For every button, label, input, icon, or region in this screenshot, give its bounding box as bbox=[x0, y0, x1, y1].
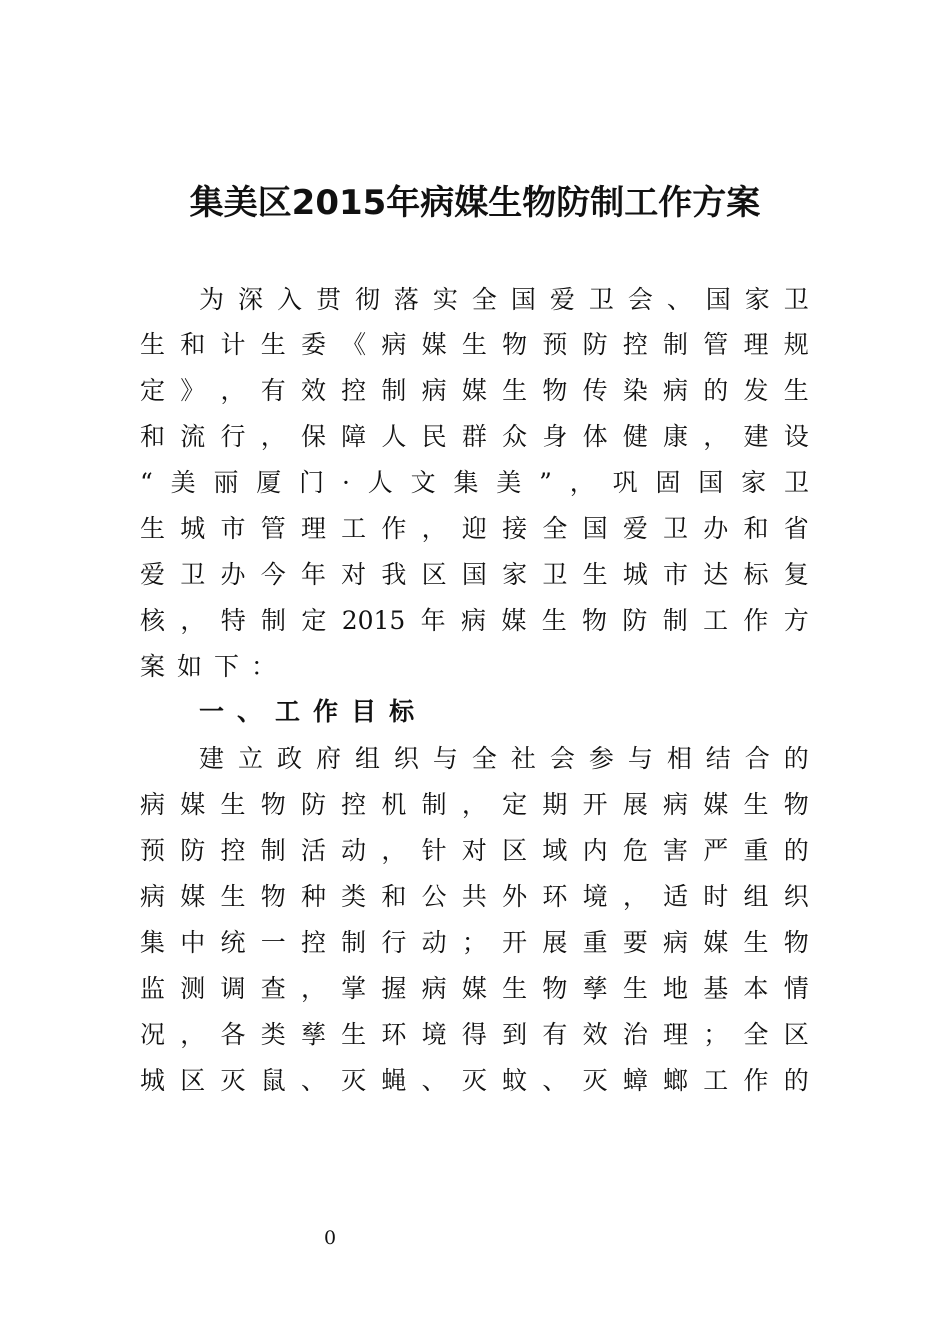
glyph: 媒 bbox=[703, 928, 729, 957]
glyph: ， bbox=[569, 468, 595, 497]
glyph: 立 bbox=[237, 744, 263, 773]
glyph: 物 bbox=[502, 330, 528, 359]
glyph: 生 bbox=[783, 376, 809, 405]
glyph: 害 bbox=[663, 836, 689, 865]
glyph: 要 bbox=[622, 928, 648, 957]
glyph: 灭 bbox=[220, 1066, 246, 1095]
glyph: 防 bbox=[582, 330, 608, 359]
glyph: 预 bbox=[140, 836, 166, 865]
intro-line bbox=[140, 647, 809, 687]
glyph: 障 bbox=[341, 422, 367, 451]
glyph: 《 bbox=[341, 330, 367, 359]
glyph: 行 bbox=[220, 422, 246, 451]
glyph: 管 bbox=[260, 514, 286, 543]
glyph: 孳 bbox=[582, 974, 608, 1003]
glyph: 工 bbox=[703, 1066, 729, 1095]
glyph: 生 bbox=[743, 928, 769, 957]
glyph: 卫 bbox=[180, 560, 206, 589]
glyph: 巩 bbox=[612, 468, 638, 497]
glyph: 物 bbox=[542, 376, 568, 405]
glyph: 和 bbox=[140, 422, 166, 451]
glyph: 本 bbox=[743, 974, 769, 1003]
glyph: 组 bbox=[354, 744, 380, 773]
glyph: 人 bbox=[367, 468, 393, 497]
glyph: 群 bbox=[461, 422, 487, 451]
glyph: 适 bbox=[663, 882, 689, 911]
glyph: ， bbox=[260, 422, 286, 451]
glyph: 管 bbox=[703, 330, 729, 359]
glyph: 的 bbox=[783, 1066, 809, 1095]
glyph: 预 bbox=[542, 330, 568, 359]
glyph: 病 bbox=[663, 376, 689, 405]
glyph: 生 bbox=[140, 514, 166, 543]
glyph: 保 bbox=[300, 422, 326, 451]
glyph: 情 bbox=[783, 974, 809, 1003]
glyph: 病 bbox=[461, 606, 487, 635]
glyph: 病 bbox=[381, 330, 407, 359]
glyph: 控 bbox=[220, 836, 246, 865]
glyph: 种 bbox=[300, 882, 326, 911]
glyph: 、 bbox=[421, 1066, 447, 1095]
glyph: 体 bbox=[582, 422, 608, 451]
glyph: 健 bbox=[622, 422, 648, 451]
glyph: 爱 bbox=[140, 560, 166, 589]
glyph: 境 bbox=[582, 882, 608, 911]
glyph: 媒 bbox=[461, 376, 487, 405]
glyph: 美 bbox=[170, 468, 196, 497]
intro-line bbox=[140, 417, 809, 457]
glyph: 家 bbox=[741, 468, 767, 497]
glyph: 、 bbox=[237, 697, 263, 726]
glyph: 病 bbox=[140, 882, 166, 911]
glyph: 环 bbox=[381, 1020, 407, 1049]
glyph: 国 bbox=[705, 285, 731, 314]
glyph: ， bbox=[300, 974, 326, 1003]
glyph: 各 bbox=[220, 1020, 246, 1049]
glyph: 区 bbox=[421, 560, 447, 589]
glyph: 中 bbox=[180, 928, 206, 957]
glyph: 的 bbox=[703, 376, 729, 405]
glyph: 严 bbox=[703, 836, 729, 865]
glyph: 治 bbox=[622, 1020, 648, 1049]
glyph: ， bbox=[180, 1020, 206, 1049]
glyph: · bbox=[341, 468, 350, 497]
glyph: 卫 bbox=[542, 560, 568, 589]
glyph: 城 bbox=[140, 1066, 166, 1095]
glyph: 有 bbox=[542, 1020, 568, 1049]
glyph: 共 bbox=[461, 882, 487, 911]
glyph: 制 bbox=[663, 330, 689, 359]
glyph: 相 bbox=[666, 744, 692, 773]
glyph: 人 bbox=[381, 422, 407, 451]
glyph: 案 bbox=[140, 652, 166, 681]
glyph: 年 bbox=[300, 560, 326, 589]
glyph: 制 bbox=[381, 376, 407, 405]
glyph: 办 bbox=[220, 560, 246, 589]
glyph: 生 bbox=[743, 790, 769, 819]
glyph: ” bbox=[539, 468, 552, 497]
glyph: 与 bbox=[627, 744, 653, 773]
glyph: 工 bbox=[275, 697, 301, 726]
glyph: 开 bbox=[582, 790, 608, 819]
glyph: 控 bbox=[300, 928, 326, 957]
glyph: ， bbox=[381, 836, 407, 865]
glyph: 年 bbox=[420, 606, 446, 635]
glyph: 会 bbox=[627, 285, 653, 314]
glyph: 和 bbox=[743, 514, 769, 543]
glyph: 办 bbox=[703, 514, 729, 543]
glyph: 爱 bbox=[549, 285, 575, 314]
glyph: 机 bbox=[381, 790, 407, 819]
glyph: 区 bbox=[180, 1066, 206, 1095]
glyph: 集 bbox=[140, 928, 166, 957]
glyph: 全 bbox=[471, 744, 497, 773]
glyph: 控 bbox=[341, 790, 367, 819]
glyph: 生 bbox=[502, 376, 528, 405]
glyph: 卫 bbox=[663, 514, 689, 543]
glyph: 媒 bbox=[421, 330, 447, 359]
glyph: 复 bbox=[783, 560, 809, 589]
glyph: 针 bbox=[421, 836, 447, 865]
glyph: 与 bbox=[432, 744, 458, 773]
section1-line bbox=[140, 831, 809, 871]
glyph: 制 bbox=[662, 606, 688, 635]
glyph: 爱 bbox=[622, 514, 648, 543]
glyph: 生 bbox=[502, 974, 528, 1003]
glyph: 况 bbox=[140, 1020, 166, 1049]
glyph: 、 bbox=[300, 1066, 326, 1095]
glyph: 结 bbox=[705, 744, 731, 773]
glyph: 2015 bbox=[341, 606, 406, 635]
glyph: 灭 bbox=[461, 1066, 487, 1095]
glyph: 理 bbox=[300, 514, 326, 543]
glyph: 深 bbox=[237, 285, 263, 314]
glyph: 控 bbox=[341, 376, 367, 405]
glyph: 组 bbox=[743, 882, 769, 911]
glyph: 目 bbox=[351, 697, 377, 726]
glyph: 螂 bbox=[663, 1066, 689, 1095]
glyph: 行 bbox=[381, 928, 407, 957]
glyph: ， bbox=[703, 422, 729, 451]
glyph: 理 bbox=[743, 330, 769, 359]
glyph: 集 bbox=[453, 468, 479, 497]
intro-line bbox=[140, 371, 809, 411]
glyph: 作 bbox=[381, 514, 407, 543]
glyph: 生 bbox=[582, 560, 608, 589]
glyph: 动 bbox=[421, 928, 447, 957]
glyph: 鼠 bbox=[260, 1066, 286, 1095]
glyph: 方 bbox=[783, 606, 809, 635]
glyph: 的 bbox=[783, 836, 809, 865]
glyph: 工 bbox=[341, 514, 367, 543]
glyph: 区 bbox=[502, 836, 528, 865]
glyph: 国 bbox=[461, 560, 487, 589]
glyph: 生 bbox=[461, 330, 487, 359]
glyph: ， bbox=[421, 514, 447, 543]
glyph: 制 bbox=[260, 836, 286, 865]
glyph: 媒 bbox=[501, 606, 527, 635]
intro-line bbox=[140, 463, 809, 503]
glyph: 织 bbox=[783, 882, 809, 911]
glyph: 、 bbox=[542, 1066, 568, 1095]
glyph: 流 bbox=[180, 422, 206, 451]
glyph: 织 bbox=[393, 744, 419, 773]
glyph: 民 bbox=[421, 422, 447, 451]
glyph: 物 bbox=[783, 928, 809, 957]
glyph: 展 bbox=[622, 790, 648, 819]
glyph: 孳 bbox=[300, 1020, 326, 1049]
glyph: ， bbox=[622, 882, 648, 911]
glyph: 展 bbox=[542, 928, 568, 957]
glyph: 外 bbox=[502, 882, 528, 911]
glyph: 控 bbox=[622, 330, 648, 359]
glyph: 参 bbox=[588, 744, 614, 773]
section1-line bbox=[140, 969, 809, 1009]
glyph: 固 bbox=[655, 468, 681, 497]
glyph: 调 bbox=[220, 974, 246, 1003]
glyph: 一 bbox=[260, 928, 286, 957]
glyph: 丽 bbox=[213, 468, 239, 497]
section1-line bbox=[140, 1015, 809, 1055]
glyph: 建 bbox=[199, 744, 225, 773]
page-number: 0 bbox=[323, 1227, 337, 1249]
glyph: 境 bbox=[421, 1020, 447, 1049]
glyph: 贯 bbox=[315, 285, 341, 314]
section1-line bbox=[140, 923, 809, 963]
glyph: 效 bbox=[300, 376, 326, 405]
glyph: 物 bbox=[582, 606, 608, 635]
glyph: 定 bbox=[301, 606, 327, 635]
glyph: 文 bbox=[410, 468, 436, 497]
glyph: ， bbox=[461, 790, 487, 819]
glyph: 卫 bbox=[783, 468, 809, 497]
glyph: 制 bbox=[261, 606, 287, 635]
glyph: 府 bbox=[315, 744, 341, 773]
glyph: 省 bbox=[783, 514, 809, 543]
glyph: 计 bbox=[220, 330, 246, 359]
glyph: 物 bbox=[783, 790, 809, 819]
glyph: 对 bbox=[341, 560, 367, 589]
glyph: 工 bbox=[703, 606, 729, 635]
glyph: 重 bbox=[582, 928, 608, 957]
glyph: 动 bbox=[341, 836, 367, 865]
glyph: 理 bbox=[663, 1020, 689, 1049]
glyph: 有 bbox=[260, 376, 286, 405]
glyph: 类 bbox=[260, 1020, 286, 1049]
section1-line bbox=[199, 739, 809, 779]
glyph: 蝇 bbox=[381, 1066, 407, 1095]
glyph: 身 bbox=[542, 422, 568, 451]
glyph: 生 bbox=[220, 790, 246, 819]
glyph: 城 bbox=[180, 514, 206, 543]
glyph: 重 bbox=[743, 836, 769, 865]
glyph: ： bbox=[251, 652, 277, 681]
section-heading bbox=[199, 692, 427, 732]
glyph: 蚊 bbox=[502, 1066, 528, 1095]
glyph: 卫 bbox=[783, 285, 809, 314]
glyph: 迎 bbox=[461, 514, 487, 543]
glyph: 活 bbox=[300, 836, 326, 865]
glyph: 公 bbox=[421, 882, 447, 911]
glyph: 建 bbox=[743, 422, 769, 451]
glyph: 区 bbox=[783, 1020, 809, 1049]
glyph: 生 bbox=[622, 974, 648, 1003]
section1-line bbox=[140, 785, 809, 825]
glyph: 全 bbox=[743, 1020, 769, 1049]
glyph: 合 bbox=[744, 744, 770, 773]
glyph: 一 bbox=[199, 697, 225, 726]
glyph: 地 bbox=[663, 974, 689, 1003]
intro-line bbox=[140, 555, 809, 595]
glyph: 媒 bbox=[703, 790, 729, 819]
glyph: 、 bbox=[666, 285, 692, 314]
glyph: 达 bbox=[703, 560, 729, 589]
glyph: 媒 bbox=[180, 790, 206, 819]
glyph: 得 bbox=[461, 1020, 487, 1049]
glyph: 定 bbox=[502, 790, 528, 819]
intro-line bbox=[199, 280, 809, 320]
glyph: 时 bbox=[703, 882, 729, 911]
glyph: 委 bbox=[300, 330, 326, 359]
glyph: ， bbox=[220, 376, 246, 405]
glyph: 的 bbox=[783, 744, 809, 773]
glyph: 掌 bbox=[341, 974, 367, 1003]
glyph: 效 bbox=[582, 1020, 608, 1049]
glyph: 监 bbox=[140, 974, 166, 1003]
glyph: 生 bbox=[220, 882, 246, 911]
glyph: 市 bbox=[663, 560, 689, 589]
glyph: 全 bbox=[542, 514, 568, 543]
intro-line bbox=[140, 325, 809, 365]
glyph: 政 bbox=[276, 744, 302, 773]
glyph: “ bbox=[140, 468, 153, 497]
glyph: 生 bbox=[140, 330, 166, 359]
glyph: 城 bbox=[622, 560, 648, 589]
glyph: 媒 bbox=[180, 882, 206, 911]
glyph: 入 bbox=[276, 285, 302, 314]
glyph: 作 bbox=[743, 1066, 769, 1095]
glyph: 生 bbox=[541, 606, 567, 635]
glyph: 物 bbox=[260, 882, 286, 911]
glyph: 握 bbox=[381, 974, 407, 1003]
glyph: 传 bbox=[582, 376, 608, 405]
glyph: 作 bbox=[313, 697, 339, 726]
glyph: 国 bbox=[698, 468, 724, 497]
glyph: 国 bbox=[582, 514, 608, 543]
glyph: 定 bbox=[140, 376, 166, 405]
glyph: 到 bbox=[502, 1020, 528, 1049]
glyph: 和 bbox=[180, 330, 206, 359]
glyph: 物 bbox=[542, 974, 568, 1003]
glyph: 生 bbox=[341, 1020, 367, 1049]
intro-line bbox=[140, 509, 809, 549]
glyph: 众 bbox=[502, 422, 528, 451]
glyph: 美 bbox=[496, 468, 522, 497]
glyph: 防 bbox=[180, 836, 206, 865]
glyph: 门 bbox=[299, 468, 325, 497]
glyph: 市 bbox=[220, 514, 246, 543]
glyph: 防 bbox=[622, 606, 648, 635]
glyph: 域 bbox=[542, 836, 568, 865]
glyph: 染 bbox=[622, 376, 648, 405]
glyph: 物 bbox=[260, 790, 286, 819]
glyph: 会 bbox=[549, 744, 575, 773]
glyph: 如 bbox=[177, 652, 203, 681]
glyph: 灭 bbox=[582, 1066, 608, 1095]
glyph: 统 bbox=[220, 928, 246, 957]
glyph: 我 bbox=[381, 560, 407, 589]
glyph: 期 bbox=[542, 790, 568, 819]
glyph: 》 bbox=[180, 376, 206, 405]
glyph: 接 bbox=[502, 514, 528, 543]
glyph: 特 bbox=[220, 606, 246, 635]
glyph: 病 bbox=[663, 928, 689, 957]
glyph: 蟑 bbox=[622, 1066, 648, 1095]
glyph: 类 bbox=[341, 882, 367, 911]
glyph: 基 bbox=[703, 974, 729, 1003]
glyph: 制 bbox=[341, 928, 367, 957]
glyph: 核 bbox=[140, 606, 166, 635]
glyph: 彻 bbox=[354, 285, 380, 314]
glyph: 国 bbox=[510, 285, 536, 314]
glyph: 规 bbox=[783, 330, 809, 359]
glyph: 康 bbox=[663, 422, 689, 451]
glyph: 发 bbox=[743, 376, 769, 405]
glyph: 今 bbox=[260, 560, 286, 589]
glyph: 病 bbox=[140, 790, 166, 819]
glyph: 标 bbox=[389, 697, 415, 726]
document-title: 集美区2015年病媒生物防制工作方案 bbox=[189, 183, 761, 223]
glyph: ； bbox=[703, 1020, 729, 1049]
glyph: 病 bbox=[421, 974, 447, 1003]
glyph: 媒 bbox=[461, 974, 487, 1003]
glyph: 灭 bbox=[341, 1066, 367, 1095]
glyph: 查 bbox=[260, 974, 286, 1003]
glyph: 社 bbox=[510, 744, 536, 773]
glyph: 标 bbox=[743, 560, 769, 589]
glyph: 内 bbox=[582, 836, 608, 865]
glyph: 和 bbox=[381, 882, 407, 911]
glyph: 作 bbox=[743, 606, 769, 635]
glyph: 环 bbox=[542, 882, 568, 911]
section1-line bbox=[140, 1061, 809, 1101]
glyph: 测 bbox=[180, 974, 206, 1003]
glyph: 病 bbox=[663, 790, 689, 819]
glyph: 卫 bbox=[588, 285, 614, 314]
glyph: ； bbox=[461, 928, 487, 957]
glyph: 生 bbox=[260, 330, 286, 359]
glyph: 开 bbox=[502, 928, 528, 957]
glyph: 厦 bbox=[256, 468, 282, 497]
glyph: 制 bbox=[421, 790, 447, 819]
glyph: 病 bbox=[421, 376, 447, 405]
glyph: 家 bbox=[502, 560, 528, 589]
glyph: ， bbox=[180, 606, 206, 635]
glyph: 全 bbox=[471, 285, 497, 314]
glyph: 落 bbox=[393, 285, 419, 314]
glyph: 对 bbox=[461, 836, 487, 865]
glyph: 危 bbox=[622, 836, 648, 865]
glyph: 家 bbox=[744, 285, 770, 314]
section1-line bbox=[140, 877, 809, 917]
glyph: 实 bbox=[432, 285, 458, 314]
glyph: 为 bbox=[199, 285, 225, 314]
intro-line bbox=[140, 601, 809, 641]
glyph: 下 bbox=[214, 652, 240, 681]
glyph: 防 bbox=[300, 790, 326, 819]
glyph: 设 bbox=[783, 422, 809, 451]
